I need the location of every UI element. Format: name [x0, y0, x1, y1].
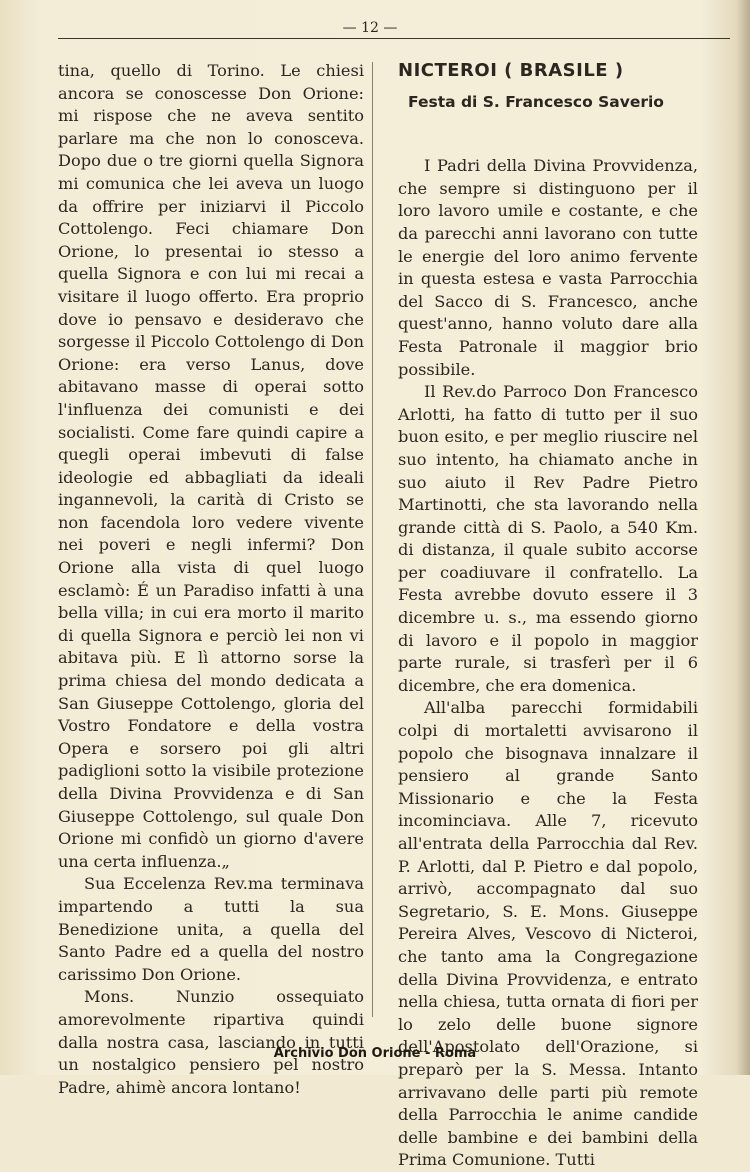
header-rule [58, 38, 730, 39]
right-column [398, 60, 698, 1172]
article-subtitle: Festa di S. Francesco Saverio [408, 92, 664, 111]
page-number: — 12 — [342, 20, 398, 36]
right-paragraph-1: I Padri della Divina Provvidenza, che sempre si distinguono per il loro lavoro umile e costante, e che da parecchi anni lavorano con tutte le energie del loro animo fervente in questa estesa e vasta Parrocchia del Sacco di S. Francesco, anche quest'anno, hanno voluto dare alla Festa Patronale il maggior brio possibile. [398, 156, 698, 379]
page-edge-shadow [736, 0, 750, 1075]
left-paragraph-3: Mons. Nunzio ossequiato amorevolmente ripartiva quindi dalla nostra casa, lasciando in tutti un nostalgico pensiero pel nostro Padre, ahimè ancora lontano! [58, 987, 364, 1097]
column-divider [372, 62, 373, 1017]
left-paragraph-1: tina, quello di Torino. Le chiesi ancora se conoscesse Don Orione: mi rispose che ne aveva sentito parlare ma che non lo conosceva. Dopo due o tre giorni quella Signora mi comunica che lei aveva un luogo da offrire per iniziarvi il Piccolo Cottolengo. Feci chiamare Don Orione, lo presentai io stesso a quella Signora e con lui mi recai a visitare il luogo offerto. Era proprio dove io pensavo e desideravo che sorgesse il Piccolo Cottolengo di Don Orione: era verso Lanus, dove abitavano masse di operai sotto l'influenza dei comunisti e dei socialisti. Come fare quindi capire a quegli operai imbevuti di false ideologie ed abbagliati da ideali ingannevoli, la carità di Cristo se non facendola loro vedere vivente nei poveri e negli infermi? Don Orione alla vista di quel luogo esclamò: É un Paradiso infatti à una bella villa; in cui era morto il marito di quella Signora e perciò lei non vi abitava più. E lì attorno sorse la prima chiesa del mondo dedicata a San Giuseppe Cottolengo, gloria del Vostro Fondatore e della vostra Opera e sorsero poi gli altri padiglioni sotto la visibile protezione della Divina Provvidenza e di San Giuseppe Cottolengo, sul quale Don Orione mi confidò un giorno d'avere una certa influenza.„ [58, 61, 364, 871]
left-paragraph-2: Sua Eccelenza Rev.ma terminava impartendo a tutti la sua Benedizione unita, a quella del Santo Padre ed a quella del nostro carissimo Don Orione. [58, 874, 364, 984]
left-column [58, 60, 364, 1099]
article-title: NICTEROI ( BRASILE ) [398, 60, 624, 81]
right-paragraph-2: Il Rev.do Parroco Don Francesco Arlotti, ha fatto di tutto per il suo buon esito, e per meglio riuscire nel suo intento, ha chiamato anche in suo aiuto il Rev Padre Pietro Martinotti, che sta lavorando nella grande città di S. Paolo, a 540 Km. di distanza, il quale subito accorse per coadiuvare il confratello. La Festa avrebbe dovuto essere il 3 dicembre u. s., ma essendo giorno di lavoro e il popolo in maggior parte rurale, si trasferì per il 6 dicembre, che era domenica. [398, 382, 698, 695]
right-paragraph-3: All'alba parecchi formidabili colpi di mortaletti avvisarono il popolo che bisognava innalzare il pensiero al grande Santo Missionario e che la Festa incominciava. Alle 7, ricevuto all'entrata della Parrocchia dal Rev. P. Arlotti, dal P. Pietro e dal popolo, arrivò, accompagnato dal suo Segretario, S. E. Mons. Giuseppe Pereira Alves, Vescovo di Nicteroi, che tanto ama la Congregazione della Divina Provvidenza, e entrato nella chiesa, tutta ornata di fiori per lo zelo delle buone signore dell'Apostolato dell'Orazione, si preparò per la S. Messa. Intanto arrivavano delle parti più remote della Parrocchia le anime candide delle bambine e dei bambini della Prima Comunione. Tutti [398, 698, 698, 1170]
archive-footer: Archivio Don Orione - Roma [273, 1046, 477, 1061]
